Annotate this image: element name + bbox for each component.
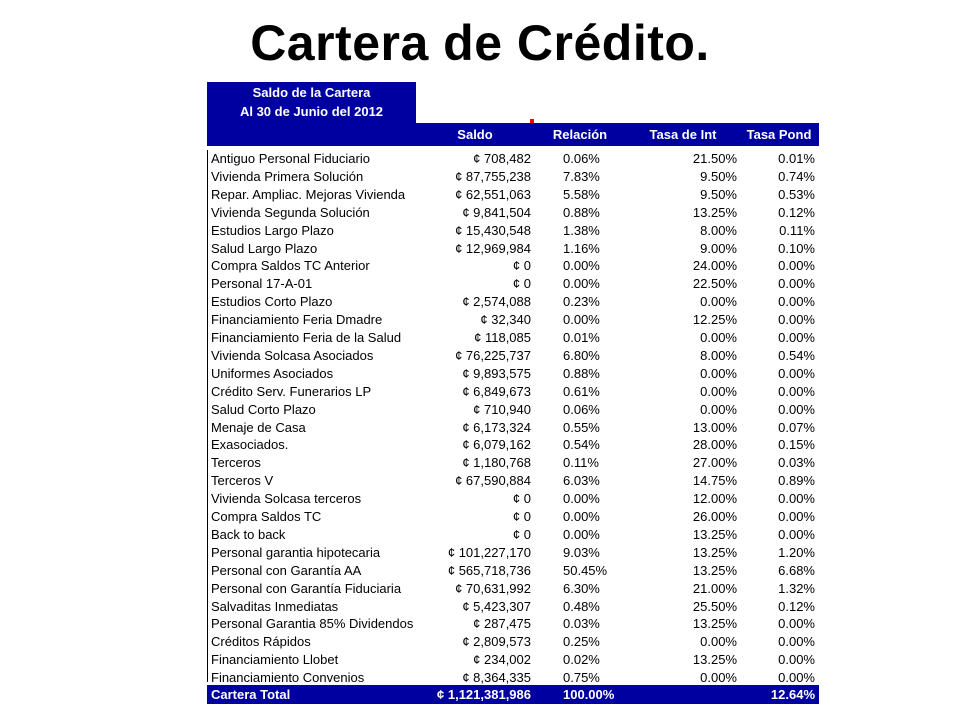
row-name: Financiamiento Feria de la Salud bbox=[211, 330, 402, 345]
row-tasa-pond: 0.00% bbox=[778, 670, 815, 686]
row-saldo: ¢ 0 bbox=[512, 491, 531, 507]
row-tasa-pond: 1.32% bbox=[778, 580, 815, 596]
row-tasa-int: 14.75% bbox=[692, 473, 737, 489]
row-tasa-int: 21.50% bbox=[692, 151, 737, 166]
total-row bbox=[207, 685, 819, 704]
row-tasa-pond: 0.03% bbox=[778, 455, 815, 471]
row-relacion: 1.38% bbox=[563, 222, 600, 238]
row-name: Financiamiento Feria Dmadre bbox=[211, 312, 383, 328]
row-relacion: 0.54% bbox=[563, 437, 600, 453]
row-tasa-pond: 0.15% bbox=[778, 437, 815, 453]
row-tasa-pond: 0.00% bbox=[778, 509, 815, 524]
table-row bbox=[207, 526, 819, 544]
row-relacion: 0.00% bbox=[563, 276, 600, 292]
col-header-tasa-pond: Tasa Pond bbox=[746, 127, 812, 142]
row-tasa-pond: 1.20% bbox=[778, 544, 815, 560]
table-row bbox=[207, 508, 819, 526]
row-tasa-int: 0.00% bbox=[700, 670, 737, 686]
row-tasa-int: 13.25% bbox=[692, 652, 737, 668]
table-caption bbox=[207, 82, 416, 123]
row-relacion: 0.88% bbox=[563, 365, 600, 381]
row-tasa-pond: 0.00% bbox=[778, 330, 815, 345]
row-name: Créditos Rápidos bbox=[211, 634, 311, 650]
row-relacion: 50.45% bbox=[563, 562, 608, 578]
total-relacion: 100.00% bbox=[563, 687, 615, 702]
table-row bbox=[207, 150, 819, 168]
caption-line-1: Saldo de la Cartera bbox=[252, 85, 371, 100]
row-tasa-int: 24.00% bbox=[692, 258, 737, 274]
row-saldo: ¢ 12,969,984 bbox=[455, 240, 531, 256]
row-tasa-int: 12.00% bbox=[692, 491, 737, 507]
row-name: Crédito Serv. Funerarios LP bbox=[211, 383, 372, 399]
row-relacion: 5.58% bbox=[563, 186, 600, 202]
table-row bbox=[207, 186, 819, 204]
row-name: Salud Largo Plazo bbox=[211, 240, 318, 256]
table-row bbox=[207, 204, 819, 222]
table-row bbox=[207, 240, 819, 258]
row-saldo: ¢ 2,809,573 bbox=[462, 634, 531, 650]
row-saldo: ¢ 8,364,335 bbox=[462, 670, 531, 686]
table-row bbox=[207, 598, 819, 616]
row-tasa-int: 27.00% bbox=[692, 455, 737, 471]
total-label: Cartera Total bbox=[211, 687, 291, 702]
row-name: Vivienda Solcasa terceros bbox=[211, 491, 362, 507]
row-tasa-pond: 0.11% bbox=[779, 222, 815, 238]
row-relacion: 6.30% bbox=[563, 580, 600, 596]
row-name: Repar. Ampliac. Mejoras Vivienda bbox=[211, 186, 406, 202]
row-tasa-pond: 0.00% bbox=[778, 616, 815, 632]
table-row bbox=[207, 651, 819, 669]
row-saldo: ¢ 62,551,063 bbox=[455, 186, 531, 202]
table-row bbox=[207, 347, 819, 365]
row-relacion: 0.00% bbox=[563, 526, 600, 542]
row-tasa-int: 13.25% bbox=[692, 544, 737, 560]
table-row bbox=[207, 580, 819, 598]
row-tasa-pond: 0.00% bbox=[778, 312, 815, 328]
row-name: Uniformes Asociados bbox=[211, 365, 334, 381]
row-name: Vivienda Primera Solución bbox=[211, 168, 364, 184]
row-name: Terceros V bbox=[211, 473, 274, 489]
table-row bbox=[207, 401, 819, 419]
row-name: Vivienda Segunda Solución bbox=[211, 204, 370, 220]
row-name: Personal garantia hipotecaria bbox=[211, 544, 381, 560]
row-tasa-pond: 0.00% bbox=[778, 652, 815, 668]
row-name: Personal con Garantía AA bbox=[211, 562, 362, 578]
row-saldo: ¢ 0 bbox=[512, 526, 531, 542]
row-name: Salud Corto Plazo bbox=[211, 401, 316, 417]
row-tasa-int: 13.25% bbox=[692, 204, 737, 220]
row-relacion: 0.25% bbox=[563, 634, 600, 650]
row-tasa-pond: 0.00% bbox=[778, 491, 815, 507]
row-relacion: 0.00% bbox=[563, 491, 600, 507]
row-tasa-pond: 0.01% bbox=[778, 151, 815, 166]
table-row bbox=[207, 168, 819, 186]
row-tasa-int: 9.00% bbox=[700, 240, 737, 256]
row-tasa-int: 0.00% bbox=[700, 365, 737, 381]
page-title: Cartera de Crédito. bbox=[250, 15, 710, 71]
row-name: Personal con Garantía Fiduciaria bbox=[211, 580, 402, 596]
row-tasa-int: 0.00% bbox=[700, 294, 737, 310]
row-name: Estudios Largo Plazo bbox=[211, 222, 334, 238]
row-tasa-int: 28.00% bbox=[692, 437, 737, 453]
row-saldo: ¢ 101,227,170 bbox=[447, 544, 531, 560]
row-tasa-pond: 0.74% bbox=[778, 168, 815, 184]
row-tasa-int: 9.50% bbox=[700, 168, 737, 184]
row-saldo: ¢ 70,631,992 bbox=[455, 580, 531, 596]
row-name: Compra Saldos TC Anterior bbox=[211, 258, 370, 274]
row-saldo: ¢ 9,893,575 bbox=[462, 365, 531, 381]
row-tasa-int: 21.00% bbox=[692, 580, 737, 596]
col-header-relacion: Relación bbox=[552, 127, 608, 142]
row-tasa-pond: 0.53% bbox=[778, 186, 815, 202]
row-tasa-pond: 6.68% bbox=[778, 562, 815, 578]
row-relacion: 9.03% bbox=[563, 544, 600, 560]
row-relacion: 7.83% bbox=[563, 168, 600, 184]
row-saldo: ¢ 1,180,768 bbox=[462, 455, 531, 471]
row-relacion: 0.00% bbox=[563, 312, 600, 328]
row-relacion: 6.80% bbox=[563, 347, 600, 363]
row-tasa-int: 13.25% bbox=[692, 526, 737, 542]
row-saldo: ¢ 87,755,238 bbox=[455, 168, 531, 184]
row-relacion: 0.61% bbox=[563, 383, 600, 399]
column-header-row bbox=[207, 123, 819, 146]
col-header-tasa-int: Tasa de Int bbox=[649, 127, 717, 142]
row-saldo: ¢ 6,079,162 bbox=[462, 437, 531, 453]
row-name: Back to back bbox=[211, 526, 286, 542]
table-row bbox=[207, 472, 819, 490]
row-saldo: ¢ 9,841,504 bbox=[462, 204, 531, 220]
row-saldo: ¢ 67,590,884 bbox=[455, 473, 531, 489]
row-name: Compra Saldos TC bbox=[211, 509, 322, 524]
row-saldo: ¢ 32,340 bbox=[480, 312, 531, 328]
row-saldo: ¢ 0 bbox=[512, 258, 531, 274]
row-name: Antiguo Personal Fiduciario bbox=[211, 151, 370, 166]
row-tasa-int: 12.25% bbox=[692, 312, 737, 328]
row-relacion: 1.16% bbox=[563, 240, 600, 256]
row-saldo: ¢ 287,475 bbox=[473, 616, 531, 632]
row-saldo: ¢ 710,940 bbox=[473, 401, 531, 417]
caption-line-2: Al 30 de Junio del 2012 bbox=[239, 104, 384, 119]
row-tasa-pond: 0.00% bbox=[778, 383, 815, 399]
row-tasa-pond: 0.00% bbox=[778, 401, 815, 417]
row-tasa-int: 0.00% bbox=[700, 383, 737, 399]
row-tasa-int: 13.25% bbox=[692, 616, 737, 632]
row-name: Menaje de Casa bbox=[211, 419, 306, 435]
table-row bbox=[207, 365, 819, 383]
row-tasa-pond: 0.54% bbox=[778, 347, 815, 363]
row-relacion: 0.00% bbox=[563, 509, 600, 524]
row-saldo: ¢ 76,225,737 bbox=[455, 347, 531, 363]
row-relacion: 0.06% bbox=[563, 151, 600, 166]
row-tasa-pond: 0.00% bbox=[778, 258, 815, 274]
row-tasa-int: 9.50% bbox=[700, 186, 737, 202]
row-tasa-int: 8.00% bbox=[700, 222, 737, 238]
row-name: Exasociados. bbox=[211, 437, 289, 453]
row-relacion: 6.03% bbox=[563, 473, 600, 489]
row-relacion: 0.48% bbox=[563, 598, 600, 614]
row-tasa-pond: 0.12% bbox=[778, 204, 815, 220]
row-tasa-pond: 0.89% bbox=[778, 473, 815, 489]
row-tasa-pond: 0.12% bbox=[778, 598, 815, 614]
row-name: Estudios Corto Plazo bbox=[211, 294, 333, 310]
table-row bbox=[207, 454, 819, 472]
row-saldo: ¢ 118,085 bbox=[474, 330, 531, 345]
row-name: Personal Garantia 85% Dividendos bbox=[211, 616, 414, 632]
row-tasa-pond: 0.07% bbox=[778, 419, 815, 435]
row-saldo: ¢ 2,574,088 bbox=[462, 294, 531, 310]
table-row bbox=[207, 311, 819, 329]
table-row bbox=[207, 544, 819, 562]
total-pond: 12.64% bbox=[770, 687, 815, 702]
row-tasa-int: 0.00% bbox=[700, 401, 737, 417]
row-tasa-pond: 0.00% bbox=[778, 276, 815, 292]
table-row bbox=[207, 615, 819, 633]
row-relacion: 0.75% bbox=[563, 670, 600, 686]
row-tasa-pond: 0.00% bbox=[778, 294, 815, 310]
row-tasa-pond: 0.10% bbox=[778, 240, 815, 256]
row-relacion: 0.88% bbox=[563, 204, 600, 220]
total-saldo: ¢ 1,121,381,986 bbox=[437, 687, 531, 702]
row-tasa-int: 25.50% bbox=[692, 598, 737, 614]
credit-portfolio-table bbox=[207, 82, 819, 706]
row-saldo: ¢ 0 bbox=[512, 509, 531, 524]
row-tasa-pond: 0.00% bbox=[778, 634, 815, 650]
row-name: Personal 17-A-01 bbox=[211, 276, 313, 292]
table-row bbox=[207, 562, 819, 580]
table-row bbox=[207, 222, 819, 240]
row-relacion: 0.06% bbox=[563, 401, 600, 417]
row-relacion: 0.02% bbox=[563, 652, 600, 668]
row-tasa-int: 0.00% bbox=[700, 330, 737, 345]
table-row bbox=[207, 275, 819, 293]
row-tasa-int: 13.00% bbox=[692, 419, 737, 435]
row-saldo: ¢ 0 bbox=[512, 276, 531, 292]
row-tasa-int: 22.50% bbox=[692, 276, 737, 292]
row-saldo: ¢ 565,718,736 bbox=[447, 562, 531, 578]
row-saldo: ¢ 708,482 bbox=[473, 151, 531, 166]
table-row bbox=[207, 633, 819, 651]
row-saldo: ¢ 6,849,673 bbox=[462, 383, 531, 399]
table-row bbox=[207, 329, 819, 347]
row-tasa-pond: 0.00% bbox=[778, 526, 815, 542]
row-relacion: 0.01% bbox=[563, 330, 600, 345]
table-row bbox=[207, 419, 819, 437]
row-name: Salvaditas Inmediatas bbox=[211, 598, 339, 614]
row-tasa-pond: 0.00% bbox=[778, 365, 815, 381]
table-row bbox=[207, 490, 819, 508]
table-row bbox=[207, 383, 819, 401]
row-relacion: 0.00% bbox=[563, 258, 600, 274]
row-tasa-int: 13.25% bbox=[692, 562, 737, 578]
row-name: Financiamiento Llobet bbox=[211, 652, 339, 668]
row-name: Financiamiento Convenios bbox=[211, 670, 365, 686]
row-saldo: ¢ 15,430,548 bbox=[455, 222, 531, 238]
row-relacion: 0.23% bbox=[563, 294, 600, 310]
row-relacion: 0.11% bbox=[563, 455, 599, 471]
row-relacion: 0.03% bbox=[563, 616, 600, 632]
row-saldo: ¢ 6,173,324 bbox=[462, 419, 531, 435]
col-header-saldo: Saldo bbox=[457, 127, 493, 142]
row-saldo: ¢ 234,002 bbox=[473, 652, 531, 668]
row-saldo: ¢ 5,423,307 bbox=[462, 598, 531, 614]
row-tasa-int: 0.00% bbox=[700, 634, 737, 650]
table-row bbox=[207, 293, 819, 311]
row-name: Vivienda Solcasa Asociados bbox=[211, 347, 374, 363]
row-tasa-int: 26.00% bbox=[692, 509, 737, 524]
table-row bbox=[207, 436, 819, 454]
row-tasa-int: 8.00% bbox=[700, 347, 737, 363]
row-relacion: 0.55% bbox=[563, 419, 600, 435]
table-row bbox=[207, 257, 819, 275]
row-name: Terceros bbox=[211, 455, 261, 471]
